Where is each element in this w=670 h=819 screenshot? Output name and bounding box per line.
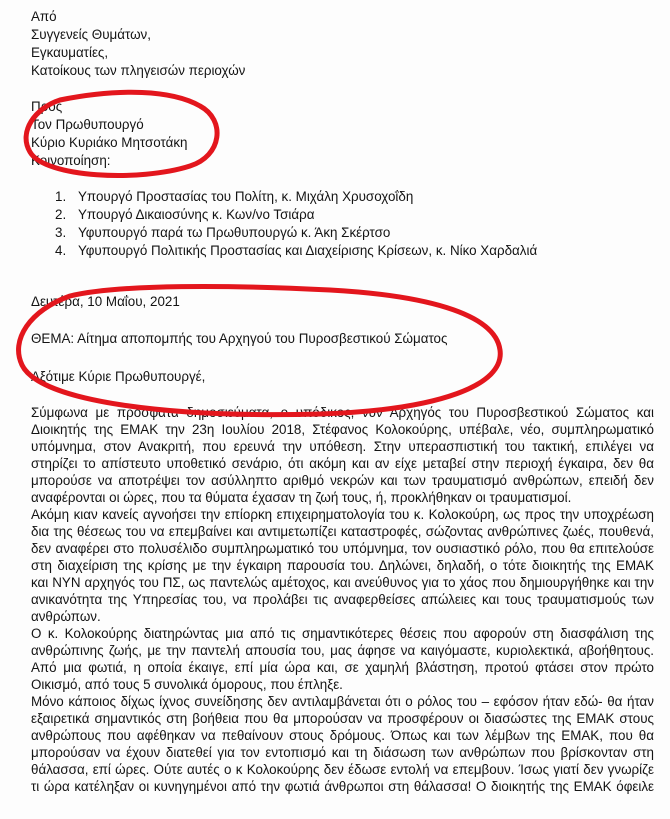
cc-list-item <box>55 224 390 242</box>
sender-line: Κατοίκους των πληγεισών περιοχών <box>31 63 246 78</box>
body-line: μπορούσε να αποτρέψει τον ασύλληπτο αριθμό νεκρών και των τραυματισμό ανθρώπων, επειδή δεν <box>31 473 654 488</box>
body-line: θάλασσα, επί ώρες. Ούτε αυτές ο κ Κολοκούρης δεν έδωσε εντολή να επεμβουν. Ίσως γιατί δεν γνωρίζε <box>31 762 654 777</box>
cc-list-text: Υπουργό Δικαιοσύνης κ. Κων/νο Τσιάρα <box>78 207 315 222</box>
from-label: Από <box>31 9 57 24</box>
body-line: στη διαχείριση της κρίσης με την έγκαιρη παρουσία του. Δηλώνει, δηλαδή, ο τότε διοικητής της ΕΜΑΚ <box>31 558 654 573</box>
body-line: δια της θέσεως του να επεμβαίνει και αντιμετωπίζει καταστροφές, σώζοντας ανθρώπινες ζωές, πουθενά, <box>31 524 654 539</box>
recipient-line: Κύριο Κυριάκο Μητσοτάκη <box>31 135 188 150</box>
cc-list-item <box>55 188 413 206</box>
cc-list-text: Υφυπουργό παρά τω Πρωθυπουργώ κ. Άκη Σκέρτσο <box>78 225 391 240</box>
sender-line: Εγκαυματίες, <box>31 45 109 60</box>
body-line: Ο κ. Κολοκούρης διατηρώντας μια από τις σημαντικότερες θέσεις που αφορούν στη διασφάλιση της <box>31 626 654 641</box>
body-line: δεν αναφέρει στο πολυσέλιδο συμπληρωματικό του υπόμνημα, τον ουσιαστικό ρόλο, που θα επιτελούσε <box>31 541 654 556</box>
body-line: εξαιρετικά σημαντικός στη βοήθεια που θα μπορούσαν να προσφέρουν οι διασώστες της ΕΜΑΚ στους <box>31 711 654 726</box>
cc-list-item <box>55 206 314 224</box>
body-line: Σύμφωνα με πρόσφατα δημοσιεύματα, ο υπόδικος, νυν Αρχηγός του Πυροσβεστικού Σώματος και <box>31 405 654 420</box>
cc-list-number: 2. <box>55 207 67 222</box>
body-line: ανικανότητα της Υπηρεσίας του, να προλάβει τις αναφερθείσες απώλειες και τους τραυματισμούς των <box>31 592 654 607</box>
cc-list-text: Υπουργό Προστασίας του Πολίτη, κ. Μιχάλη Χρυσοχοΐδη <box>78 189 414 204</box>
cc-list-number: 3. <box>55 225 67 240</box>
cc-list-number: 4. <box>55 243 67 258</box>
to-label: Προς <box>31 99 63 114</box>
body-line: Ακόμη κιαν κανείς αγνοήσει την επίορκη επιχειρηματολογία του κ. Κολοκούρη, ως προς την υποχρέωση <box>31 507 654 522</box>
recipient-line: Τον Πρωθυπουργό <box>31 117 144 132</box>
body-line: και ΝΥΝ αρχηγός του ΠΣ, ως παντελώς αμέτοχος, και ανεύθυνος για το χάος που δημιουργήθηκε και την <box>31 575 654 590</box>
body-line: τι ώρα κατέληξαν οι κυνηγημένοι από την φωτιά άνθρωποι στη θάλασσα! Ο διοικητής της ΕΜΑΚ όφειλε <box>31 779 654 794</box>
letter-subject: ΘΕΜΑ: Αίτημα αποπομπής του Αρχηγού του Πυροσβεστικού Σώματος <box>31 331 448 346</box>
body-line: Διοικητής της ΕΜΑΚ την 23η Ιουλίου 2018, Στέφανος Κολοκούρης, υπέβαλε, νέο, συμπληρωματικό <box>31 422 654 437</box>
letter-salutation: Αξότιμε Κύριε Πρωθυπουργέ, <box>31 369 206 384</box>
body-line: αναφέρονται οι ώρες, που τα θύματα έχασαν τη ζωή τους, ή, προκλήθηκαν οι τραυματισμοί. <box>31 490 572 505</box>
letter-date: Δευτέρα, 10 Μαΐου, 2021 <box>31 294 180 309</box>
body-line: Μόνο κάποιος δίχως ίχνος συνείδησης δεν αντιλαμβάνεται ότι ο ρόλος του – εφόσον ήταν εδώ- θα ήταν <box>31 694 654 709</box>
cc-list-item <box>55 242 537 260</box>
body-line: ανθρώπων. <box>31 609 101 624</box>
body-line: Από μια φωτιά, η οποία έκαιγε, επί μία ώρα και, σε χαμηλή βλάστηση, προτού φτάσει στον πρώτο <box>31 660 654 675</box>
cc-list-number: 1. <box>55 189 67 204</box>
body-line: ανθρώπους που αφέθηκαν να πεθαίνουν στους δρόμους. Όπως και των λέμβων της ΕΜΑΚ, που θα <box>31 728 654 743</box>
body-line: μπορούσαν να έχουν διατεθεί για τον εντοπισμό και τη διάσωση των ανθρώπων που βρίσκονταν στη <box>31 745 654 760</box>
cc-list-text: Υφυπουργό Πολιτικής Προστασίας και Διαχείρισης Κρίσεων, κ. Νίκο Χαρδαλιά <box>78 243 538 258</box>
body-line: στηρίζει το απίστευτο υποθετικό σενάριο, ότι ακόμη και αν είχε μεταβεί στην περιοχή έγκαιρα, δεν θα <box>31 456 654 471</box>
cc-label: Κοινοποίηση: <box>31 153 111 168</box>
body-line: ανθρώπινης ζωής, με την παντελή απουσία του, μας άφησε να καιγόμαστε, κυριολεκτικά, αβοήθητους. <box>31 643 654 658</box>
body-line: Οικισμό, από τους 5 συνολικά όμορους, που έπληξε. <box>31 677 343 692</box>
sender-line: Συγγενείς Θυμάτων, <box>31 27 151 42</box>
body-line: υπόμνημα, στον Ανακριτή, που ερευνά την υπόθεση. Στην υπερασπιστική του τακτική, επιλέγει να <box>31 439 654 454</box>
